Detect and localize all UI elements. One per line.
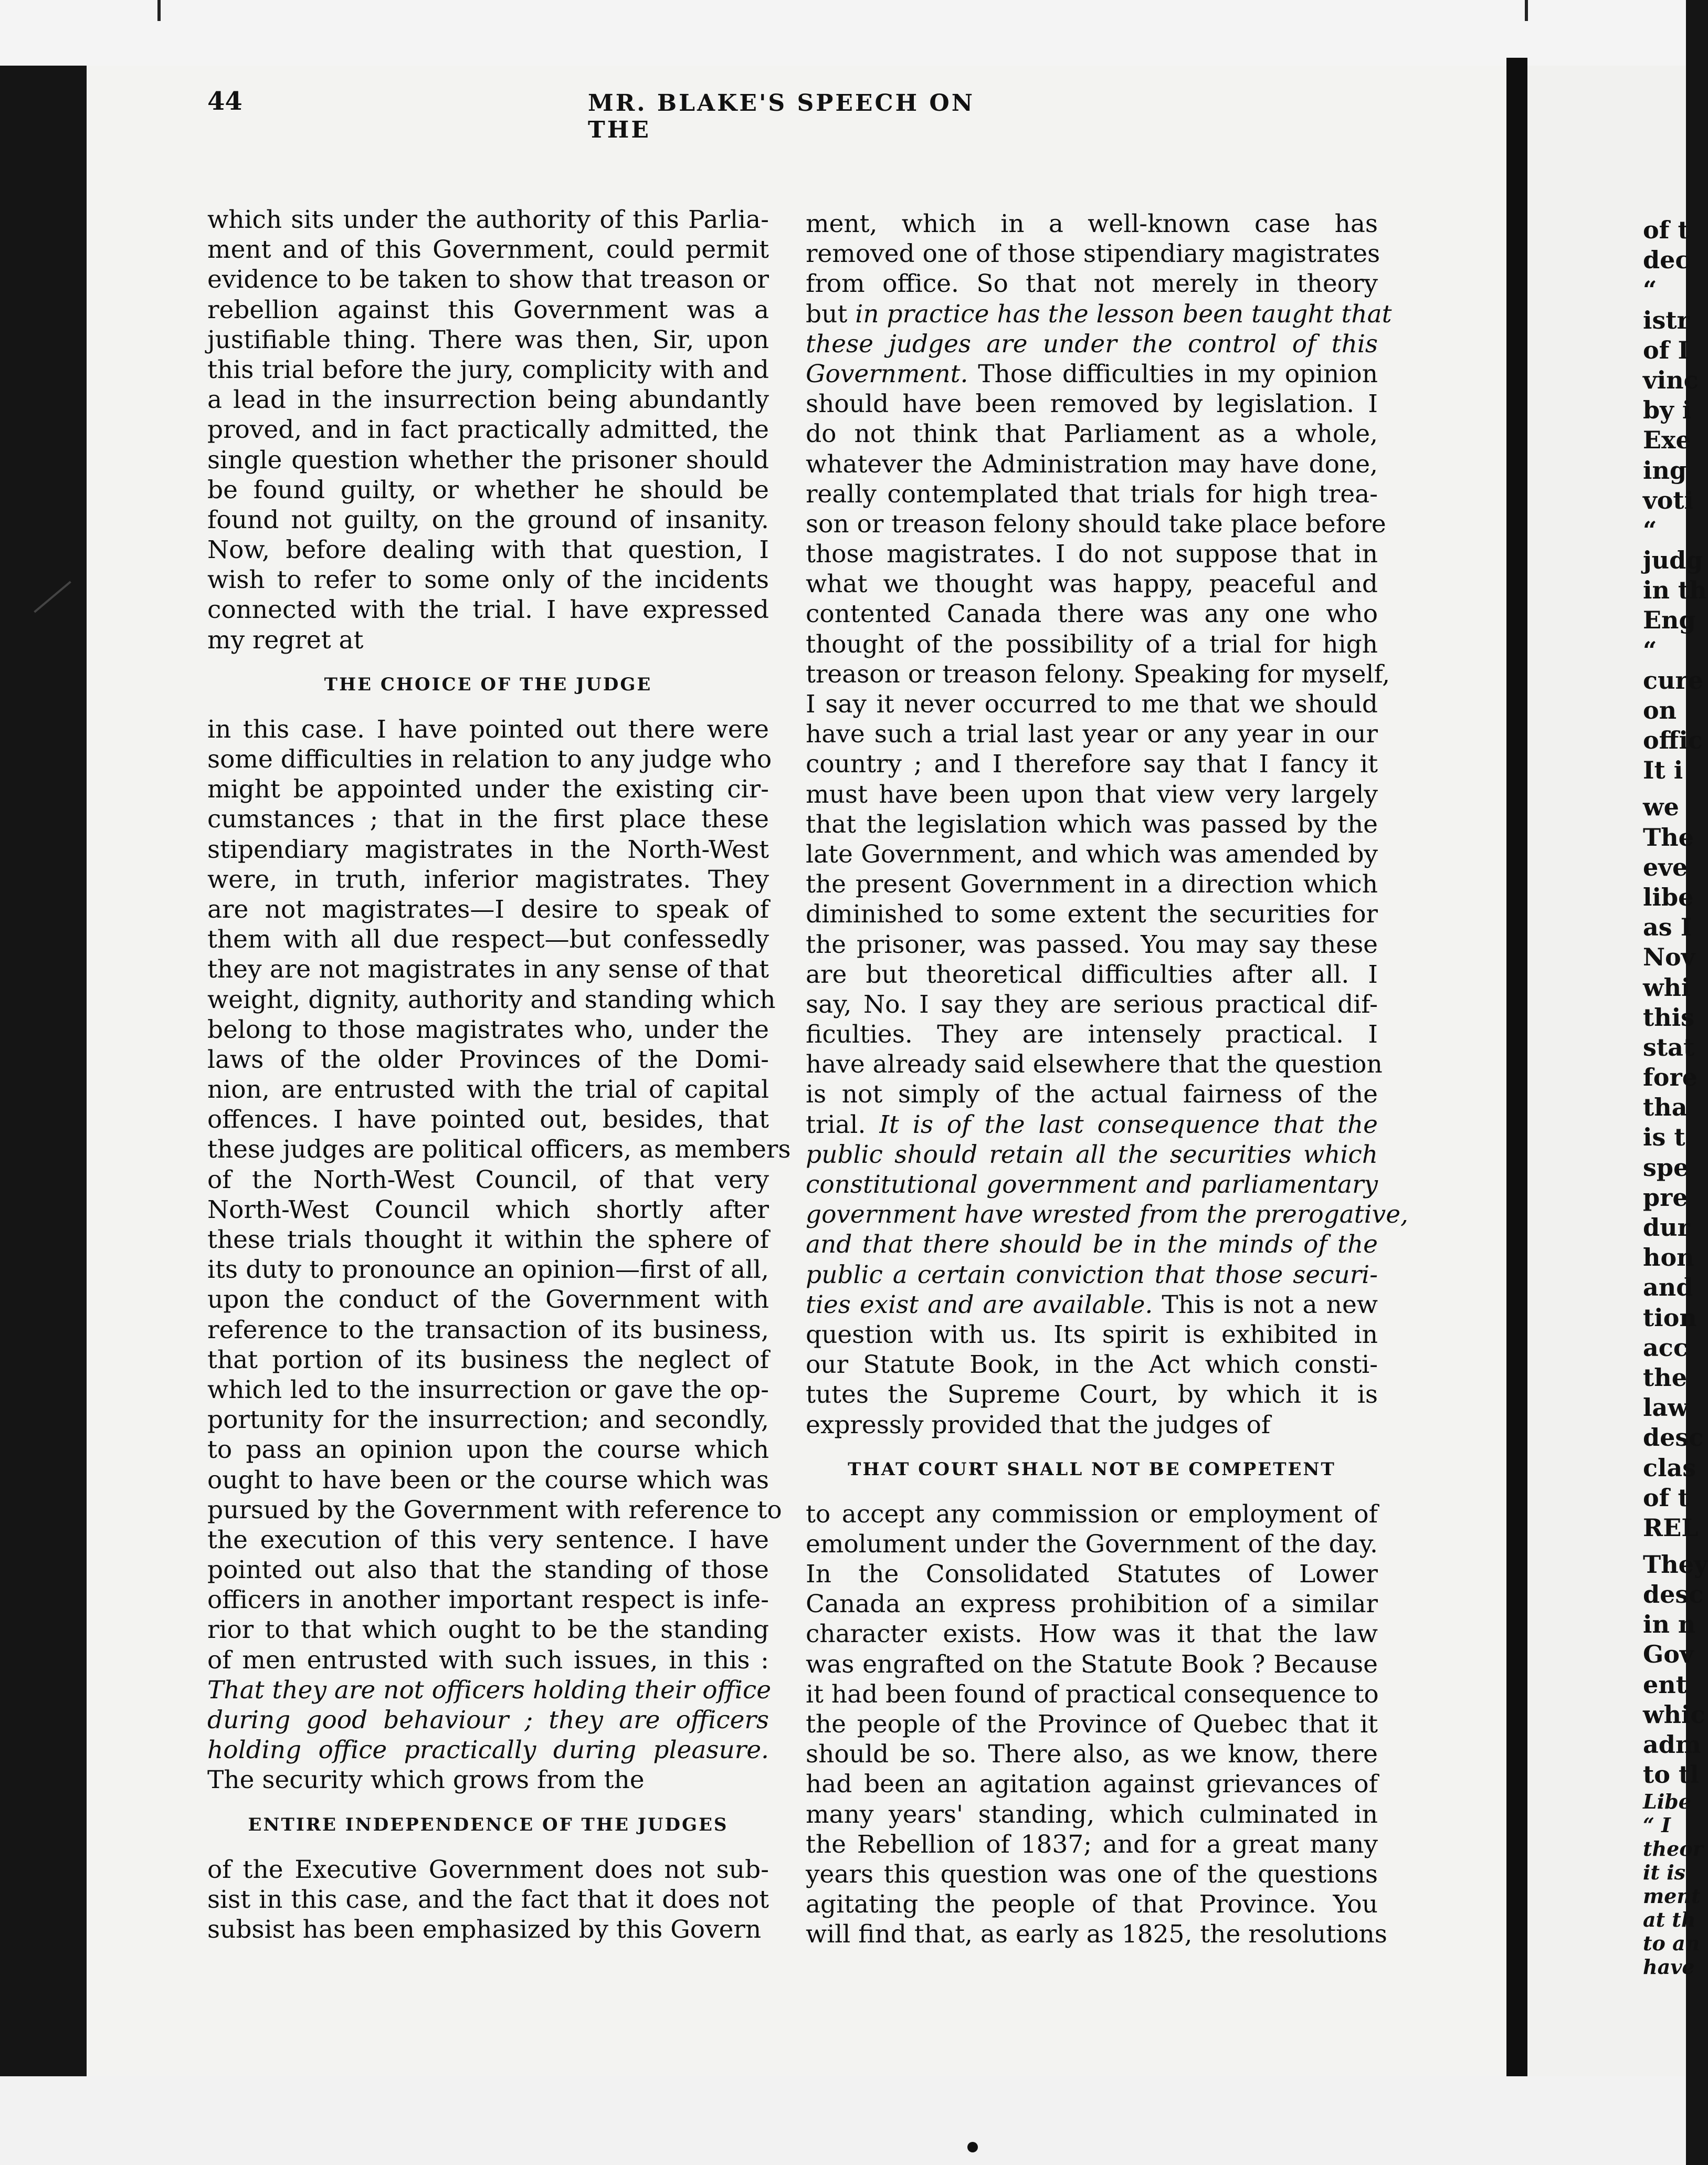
text-line: have already said elsewhere that the question [806, 1050, 1383, 1079]
italic-passage [806, 1140, 1408, 1290]
text-line [806, 1110, 1378, 1140]
text-line: its duty to pronounce an opinion—first of all, [207, 1255, 769, 1285]
text-line: our Statute Book, in the Act which consti- [806, 1350, 1378, 1380]
text-line: of the North-West Council, of that very [207, 1165, 769, 1194]
fragment-line: pre [1643, 1183, 1688, 1212]
text-line: those magistrates. I do not suppose that in [806, 540, 1378, 569]
text-line: years this question was one of the questions [806, 1859, 1378, 1889]
text-line: should have been removed by legislation. I [806, 390, 1378, 419]
fragment-line: at th [1643, 1908, 1696, 1932]
italic-passage [207, 1675, 772, 1765]
text-line: emolument under the Government of the day. [806, 1529, 1378, 1559]
text-line: connected with the trial. I have expressed [207, 595, 769, 625]
paragraph-block [806, 389, 1390, 1110]
fragment-line: desc [1643, 1580, 1704, 1609]
text-line: weight, dignity, authority and standing which [207, 985, 776, 1014]
text-line: laws of the older Provinces of the Domi- [207, 1045, 769, 1074]
fragment-line: adm [1643, 1730, 1701, 1759]
text-line: are but theoretical difficulties after all. I [806, 960, 1378, 989]
fragment-line: of t [1643, 1483, 1689, 1512]
fragment-line: vinc [1643, 365, 1699, 394]
margin-rule [1525, 0, 1528, 21]
text-line: diminished to some extent the securities for [806, 900, 1378, 929]
text-line: ficulties. They are intensely practical. I [806, 1020, 1378, 1049]
running-title: MR. BLAKE'S SPEECH ON THE [588, 90, 975, 143]
text-line: wish to refer to some only of the incidents [207, 565, 769, 595]
text-line: I say it never occurred to me that we should [806, 690, 1378, 719]
paragraph-block [207, 1855, 769, 1945]
text-line: have such a trial last year or any year in our [806, 720, 1378, 749]
text-line: rior to that which ought to be the standing [207, 1615, 769, 1645]
text-line: cumstances ; that in the first place these [207, 805, 769, 834]
fragment-line: of t [1643, 216, 1689, 244]
text-line: nion, are entrusted with the trial of capital [207, 1075, 769, 1105]
paragraph-block [806, 209, 1378, 299]
text-line: rebellion against this Government was a [207, 295, 769, 324]
text-line: stipendiary magistrates in the North-West [207, 835, 769, 864]
fragment-line: and [1643, 1273, 1693, 1302]
fragment-line: dec [1643, 246, 1690, 275]
fragment-line: desc [1643, 1423, 1704, 1452]
text-line: many years' standing, which culminated in [806, 1800, 1378, 1829]
text-line: from office. So that not merely in theory [806, 269, 1378, 299]
section-heading: THAT COURT SHALL NOT BE COMPETENT [848, 1458, 1336, 1480]
text-line: these judges are under the control of this [806, 329, 1378, 359]
text-line: must have been upon that view very largely [806, 780, 1378, 809]
text-line: the prisoner, was passed. You may say these [806, 930, 1378, 959]
text-line: and that there should be in the minds of the [806, 1230, 1378, 1259]
text-line: this trial before the jury, complicity with and [207, 355, 769, 384]
fragment-line: cure [1643, 666, 1703, 695]
text-line: them with all due respect—but confessedly [207, 925, 769, 954]
text-line: In the Consolidated Statutes of Lower [806, 1560, 1378, 1589]
middle-text-column [806, 209, 1408, 1950]
text-line: to accept any commission or employment of [806, 1499, 1378, 1529]
text-line: question with us. Its spirit is exhibited in [806, 1320, 1378, 1349]
text-line [806, 359, 1378, 389]
text-line: should be so. There also, as we know, there [806, 1740, 1378, 1769]
fragment-line: clas [1643, 1453, 1696, 1482]
text-line: character exists. How was it that the law [806, 1620, 1378, 1649]
fragment-line: REL [1643, 1513, 1699, 1542]
fragment-line: istr [1643, 306, 1690, 334]
text-line: reference to the transaction of its business, [207, 1315, 769, 1344]
fragment-line: “ [1643, 516, 1657, 544]
text-line: government have wrested from the prerogative, [806, 1200, 1408, 1229]
fragment-line: offic [1643, 726, 1703, 755]
paragraph-block [806, 1320, 1378, 1440]
fragment-line: fore [1643, 1063, 1698, 1092]
fragment-line: It i [1643, 756, 1683, 785]
fragment-line: spe [1643, 1153, 1689, 1182]
text-line: Canada an express prohibition of a similar [806, 1590, 1378, 1619]
left-text-column [207, 205, 791, 1945]
text-line: The security which grows from the [207, 1765, 645, 1795]
fragment-line: by i [1643, 396, 1692, 425]
text-run: but [806, 299, 856, 329]
italic-run: Government. [806, 359, 968, 388]
text-line [806, 1290, 1378, 1320]
text-line [806, 299, 1392, 329]
fragment-line: Exe [1643, 426, 1691, 455]
fragment-line: this [1643, 1003, 1695, 1032]
fragment-line: “ I [1643, 1813, 1671, 1837]
fragment-line: we [1643, 793, 1679, 822]
text-line: be found guilty, or whether he should be [207, 475, 769, 505]
text-line: agitating the people of that Province. You [806, 1890, 1378, 1919]
text-line: tutes the Supreme Court, by which it is [806, 1380, 1378, 1410]
fragment-line: “ [1643, 636, 1657, 665]
text-line: pointed out also that the standing of those [207, 1556, 769, 1585]
text-line: these judges are political officers, as members [207, 1135, 791, 1164]
text-line: are not magistrates—I desire to speak of [207, 895, 769, 924]
scanner-bottom-margin [0, 2076, 1686, 2165]
text-line: had been an agitation against grievances of [806, 1770, 1378, 1799]
cropped-text [1643, 215, 1708, 1979]
italic-run: in practice has the lesson been taught that [855, 299, 1392, 329]
text-line: ought to have been or the course which was [207, 1465, 769, 1495]
text-line: of the Executive Government does not sub- [207, 1855, 769, 1884]
text-line: portunity for the insurrection; and secondly, [207, 1405, 769, 1435]
fragment-line: “ [1643, 276, 1657, 304]
text-line: constitutional government and parliamentary [806, 1170, 1378, 1199]
text-line: to pass an opinion upon the course which [207, 1435, 769, 1465]
italic-run: ties exist and are available. [806, 1290, 1153, 1319]
text-line: that the legislation which was passed by the [806, 810, 1378, 839]
text-line: these trials thought it within the sphere of [207, 1225, 769, 1254]
facing-page-fragment [1527, 66, 1708, 2076]
text-line: my regret at [207, 625, 364, 655]
text-line: is not simply of the actual fairness of the [806, 1080, 1378, 1109]
text-line: were, in truth, inferior magistrates. They [207, 865, 769, 894]
text-line: country ; and I therefore say that I fancy it [806, 750, 1378, 779]
fragment-line: Nov [1643, 943, 1695, 972]
text-line: do not think that Parliament as a whole, [806, 419, 1378, 449]
text-line: evidence to be taken to show that treason or [207, 265, 769, 295]
fragment-line: of I [1643, 335, 1690, 364]
text-line: some difficulties in relation to any judge who [207, 745, 772, 774]
fragment-line: eve [1643, 853, 1688, 881]
fragment-line: They [1643, 1550, 1708, 1579]
fragment-line: The [1643, 823, 1694, 852]
fragment-line: Eng [1643, 606, 1696, 635]
text-line: belong to those magistrates who, under the [207, 1015, 769, 1044]
text-line: will find that, as early as 1825, the resolutions [806, 1920, 1387, 1949]
text-run: Those difficulties in my opinion [968, 359, 1378, 388]
text-line: the Rebellion of 1837; and for a great many [806, 1830, 1378, 1859]
fragment-line: to an [1643, 1931, 1700, 1956]
margin-rule [157, 0, 161, 21]
paragraph-block [207, 714, 791, 1675]
text-line: justifiable thing. There was then, Sir, upon [207, 325, 769, 354]
fragment-line: dur [1643, 1213, 1690, 1242]
text-line: which sits under the authority of this Parlia- [207, 205, 769, 234]
fragment-line: hon [1643, 1243, 1694, 1272]
fragment-line: Libe [1643, 1790, 1691, 1814]
text-line: the execution of this very sentence. I have [207, 1525, 769, 1554]
fragment-line: in n [1643, 1610, 1696, 1639]
text-run: This is not a new [1153, 1290, 1378, 1319]
text-line: subsist has been emphasized by this Govern [207, 1915, 762, 1944]
scanner-top-margin [0, 0, 1686, 66]
text-line: treason or treason felony. Speaking for myself, [806, 659, 1390, 689]
text-line: officers in another important respect is infe- [207, 1585, 769, 1615]
text-line: the people of the Province of Quebec that it [806, 1710, 1378, 1739]
scan-mark [34, 581, 71, 613]
text-line: ment, which in a well-known case has [806, 209, 1378, 238]
text-line: it had been found of practical consequence to [806, 1679, 1379, 1709]
text-line: public a certain conviction that those securi- [806, 1260, 1378, 1289]
text-line: Now, before dealing with that question, I [207, 535, 769, 565]
fragment-line: ment [1643, 1884, 1701, 1908]
page-number: 44 [207, 87, 243, 116]
fragment-line: Gov [1643, 1640, 1694, 1669]
fragment-line: ent [1643, 1670, 1687, 1699]
text-line: contented Canada there was any one who [806, 600, 1378, 629]
text-line: son or treason felony should take place before [806, 509, 1386, 539]
text-run: trial. [806, 1110, 880, 1139]
page-header [207, 87, 1047, 143]
text-line: of men entrusted with such issues, in this : [207, 1645, 769, 1675]
text-line: That they are not officers holding their office [207, 1675, 772, 1705]
page-gutter [1506, 58, 1527, 2079]
text-line: was engrafted on the Statute Book ? Because [806, 1649, 1378, 1679]
fragment-line: as I [1643, 913, 1692, 942]
text-line: removed one of those stipendiary magistrates [806, 239, 1380, 269]
text-line: which led to the insurrection or gave the op- [207, 1375, 769, 1404]
paragraph-block [806, 1499, 1387, 1950]
fragment-line: stat [1643, 1033, 1695, 1062]
text-line: single question whether the prisoner should [207, 445, 769, 475]
fragment-line: it is [1643, 1861, 1686, 1885]
section-heading: THE CHOICE OF THE JUDGE [324, 674, 652, 695]
text-line: might be appointed under the existing cir- [207, 775, 769, 804]
fragment-line: theor [1643, 1837, 1703, 1861]
text-line: ment and of this Government, could permit [207, 235, 769, 265]
fragment-line: voti [1643, 486, 1694, 514]
text-line: in this case. I have pointed out there were [207, 714, 769, 744]
text-line: upon the conduct of the Government with [207, 1285, 769, 1315]
text-line: whatever the Administration may have done, [806, 449, 1378, 479]
fragment-line: have [1643, 1955, 1695, 1979]
text-line: late Government, and which was amended by [806, 839, 1378, 869]
text-line: expressly provided that the judges of [806, 1410, 1271, 1439]
text-line: really contemplated that trials for high trea- [806, 479, 1378, 509]
fragment-line: ing [1643, 456, 1687, 485]
text-line: pursued by the Government with reference to [207, 1495, 782, 1525]
italic-passage [806, 329, 1378, 359]
fragment-line: to tl [1643, 1760, 1699, 1789]
fragment-line: libe [1643, 882, 1694, 911]
text-line: say, No. I say they are serious practical dif- [806, 990, 1378, 1019]
text-line: a lead in the insurrection being abundantly [207, 385, 769, 415]
fragment-line: law [1643, 1393, 1689, 1422]
text-line: what we thought was happy, peaceful and [806, 570, 1378, 599]
text-line: thought of the possibility of a trial for high [806, 629, 1378, 659]
text-line: that portion of its business the neglect of [207, 1345, 769, 1374]
fragment-line: judg [1643, 546, 1703, 575]
fragment-line: tion [1643, 1303, 1697, 1332]
text-line: public should retain all the securities which [806, 1140, 1378, 1169]
text-line: found not guilty, on the ground of insanity. [207, 505, 769, 534]
text-line: offences. I have pointed out, besides, that [207, 1105, 769, 1134]
fragment-line: in th [1643, 576, 1707, 605]
scan-dot [967, 2142, 978, 2152]
text-line: during good behaviour ; they are officers [207, 1706, 769, 1735]
fragment-line: acc [1643, 1333, 1688, 1362]
fragment-line: is t [1643, 1123, 1685, 1152]
text-line: holding office practically during pleasure. [207, 1736, 769, 1765]
fragment-line: the [1643, 1363, 1687, 1392]
fragment-line: whi [1643, 973, 1691, 1002]
paragraph-block [207, 205, 769, 655]
text-line: proved, and in fact practically admitted, the [207, 415, 769, 445]
text-line: sist in this case, and the fact that it does not [207, 1885, 769, 1914]
italic-run: It is of the last consequence that the [879, 1110, 1378, 1139]
section-heading: ENTIRE INDEPENDENCE OF THE JUDGES [248, 1814, 729, 1835]
text-line: they are not magistrates in any sense of that [207, 955, 769, 984]
fragment-line: tha [1643, 1093, 1688, 1122]
text-line: the present Government in a direction which [806, 870, 1378, 899]
text-line: North-West Council which shortly after [207, 1195, 769, 1224]
fragment-line: whic [1643, 1700, 1705, 1729]
fragment-line: on [1643, 696, 1677, 724]
